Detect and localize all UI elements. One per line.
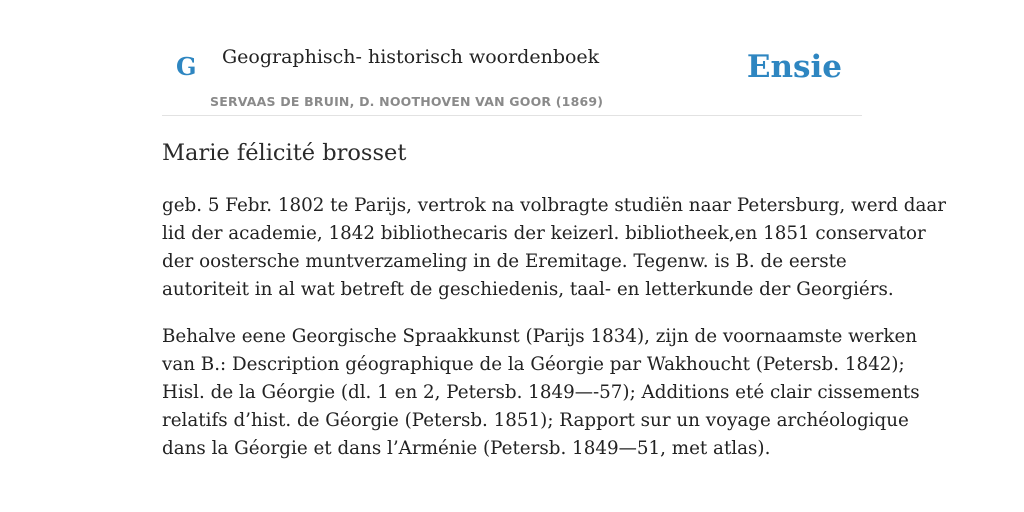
- paragraph-line: relatifs d’hist. de Géorgie (Petersb. 1851); Rapport sur un voyage archéologique: [162, 410, 909, 431]
- paragraph-line: geb. 5 Febr. 1802 te Parijs, vertrok na volbragte studiën naar Petersburg, werd daar: [162, 195, 947, 216]
- ensie-brand-logo[interactable]: Ensie: [746, 49, 842, 85]
- dictionary-title-link[interactable]: Geographisch- historisch woordenboek: [222, 46, 600, 68]
- paragraph-line: Behalve eene Georgische Spraakkunst (Parijs 1834), zijn de voornaamste werken: [162, 326, 918, 347]
- paragraph-line: der oostersche muntverzameling in de Eremitage. Tegenw. is B. de eerste: [162, 251, 847, 272]
- entry-paragraph: [162, 192, 947, 304]
- paragraph-line: van B.: Description géographique de la Géorgie par Wakhoucht (Petersb. 1842);: [162, 354, 905, 375]
- dictionary-header: [162, 0, 862, 116]
- entry-title: Marie félicité brosset: [162, 140, 407, 166]
- entry-body: [162, 192, 947, 482]
- entry-paragraph: [162, 323, 920, 463]
- paragraph-line: lid der academie, 1842 bibliothecaris der keizerl. bibliotheek,en 1851 conservator: [162, 223, 926, 244]
- paragraph-line: Hisl. de la Géorgie (dl. 1 en 2, Petersb. 1849—-57); Additions eté clair cissements: [162, 382, 920, 403]
- dictionary-logo-icon[interactable]: G: [176, 52, 197, 81]
- dictionary-authors: SERVAAS DE BRUIN, D. NOOTHOVEN VAN GOOR (1869): [210, 94, 604, 109]
- paragraph-line: dans la Géorgie et dans l’Arménie (Petersb. 1849—51, met atlas).: [162, 438, 771, 459]
- paragraph-line: autoriteit in al wat betreft de geschiedenis, taal- en letterkunde der Georgiérs.: [162, 279, 894, 300]
